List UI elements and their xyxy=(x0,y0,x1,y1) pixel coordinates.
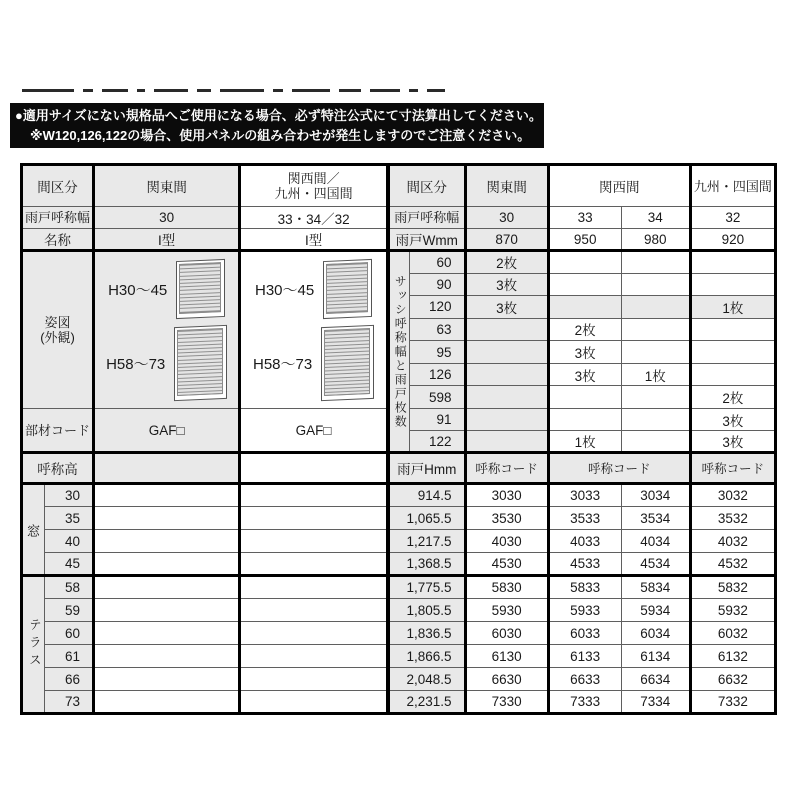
empty-cell-kansai xyxy=(240,553,388,576)
height-value-cell: 40 xyxy=(45,530,94,553)
height-value-cell: 30 xyxy=(45,484,94,507)
text-dash xyxy=(409,89,418,92)
code-cell-34: 4034 xyxy=(621,530,690,553)
panel-count-32 xyxy=(690,363,775,386)
code-cell-33: 5833 xyxy=(548,576,621,599)
empty-cell-kanto xyxy=(94,645,240,668)
sash-width-cell: 95 xyxy=(410,341,465,364)
notice-line-1: ●適用サイズにない規格品へご使用になる場合、必ず特注公式にて寸法算出してください。 xyxy=(15,107,542,123)
sash-width-cell: 63 xyxy=(410,318,465,341)
text-dash xyxy=(154,89,188,92)
cell-code-label-30: 呼称コード xyxy=(465,453,548,484)
code-cell-30: 4530 xyxy=(465,553,548,576)
code-cell-32: 4532 xyxy=(690,553,775,576)
code-cell-33: 4033 xyxy=(548,530,621,553)
code-cell-33: 3033 xyxy=(548,484,621,507)
panel-count-33: 3枚 xyxy=(548,341,621,364)
cell-wmm-32: 920 xyxy=(690,229,775,251)
panel-count-34 xyxy=(621,386,690,409)
panel-count-30 xyxy=(465,386,548,409)
empty-cell-kansai xyxy=(240,484,388,507)
empty-cell-kansai xyxy=(240,622,388,645)
empty-cell-kansai xyxy=(240,530,388,553)
cell-code-label-kansai: 呼称コード xyxy=(548,453,690,484)
panel-count-33: 2枚 xyxy=(548,318,621,341)
height-value-cell: 73 xyxy=(45,691,94,714)
height-row xyxy=(22,622,776,645)
figure-group xyxy=(95,256,238,404)
code-cell-33: 3533 xyxy=(548,507,621,530)
text-dash xyxy=(370,89,400,92)
height-row xyxy=(22,599,776,622)
hmm-value-cell: 2,231.5 xyxy=(388,691,465,714)
height-value-cell: 59 xyxy=(45,599,94,622)
cell-code-label-32: 呼称コード xyxy=(690,453,775,484)
panel-count-34 xyxy=(621,251,690,274)
cell-parts-code-kanto: GAF□ xyxy=(94,409,240,453)
panel-count-32: 2枚 xyxy=(690,386,775,409)
figure-cell-kansai xyxy=(240,251,388,409)
shutter-spec-table xyxy=(20,163,777,715)
panel-count-30 xyxy=(465,341,548,364)
empty-cell-kanto xyxy=(94,599,240,622)
hmm-value-cell: 1,836.5 xyxy=(388,622,465,645)
panel-count-33 xyxy=(548,296,621,319)
panel-count-30: 3枚 xyxy=(465,296,548,319)
louver-slats xyxy=(326,262,368,314)
cell-kyushu-header-right: 九州・四国間 xyxy=(690,165,775,207)
cell-wmm-34: 980 xyxy=(621,229,690,251)
panel-count-33: 1枚 xyxy=(548,431,621,453)
group-label-window: 窓 xyxy=(22,484,45,576)
cell-name-label: 名称 xyxy=(22,229,94,251)
cell-width-kanto-left: 30 xyxy=(94,207,240,229)
code-cell-34: 6034 xyxy=(621,622,690,645)
empty-cell-kanto xyxy=(94,453,240,484)
code-cell-30: 6030 xyxy=(465,622,548,645)
notice-banner xyxy=(10,103,544,148)
cell-width-32: 32 xyxy=(690,207,775,229)
panel-count-33 xyxy=(548,409,621,431)
cell-parts-code-label: 部材コード xyxy=(22,409,94,453)
panel-count-32: 3枚 xyxy=(690,431,775,453)
panel-count-34 xyxy=(621,296,690,319)
figure-row-small xyxy=(241,260,386,318)
kansai-header-line1: 関西間／ xyxy=(287,171,340,186)
figure-cell-kanto xyxy=(94,251,240,409)
text-dash xyxy=(137,89,145,92)
code-cell-33: 6133 xyxy=(548,645,621,668)
panel-count-32: 1枚 xyxy=(690,296,775,319)
empty-cell-kanto xyxy=(94,622,240,645)
sash-width-cell: 120 xyxy=(410,296,465,319)
sash-vertical-label-text: サッシ呼称幅と雨戸枚数 xyxy=(393,274,408,429)
panel-count-34: 1枚 xyxy=(621,363,690,386)
code-cell-30: 3030 xyxy=(465,484,548,507)
height-row xyxy=(22,576,776,599)
cell-hmm-label: 雨戸Hmm xyxy=(388,453,465,484)
panel-count-33: 3枚 xyxy=(548,363,621,386)
empty-cell-kanto xyxy=(94,691,240,714)
sash-width-cell: 122 xyxy=(410,431,465,453)
shutter-panel-icon xyxy=(176,259,225,319)
cell-figure-label xyxy=(22,251,94,409)
clipped-text-fragment xyxy=(22,86,482,92)
text-dash xyxy=(102,89,128,92)
panel-count-33 xyxy=(548,386,621,409)
figure-label-line2: (外観) xyxy=(40,330,75,345)
cell-kanto-header-right: 関東間 xyxy=(465,165,548,207)
code-cell-30: 7330 xyxy=(465,691,548,714)
cell-width-kansai-left: 33・34／32 xyxy=(240,207,388,229)
height-row xyxy=(22,530,776,553)
height-value-cell: 66 xyxy=(45,668,94,691)
nominal-height-header-row xyxy=(22,453,776,484)
cell-width-30: 30 xyxy=(465,207,548,229)
cell-sash-vertical-label xyxy=(388,251,410,453)
hmm-value-cell: 1,368.5 xyxy=(388,553,465,576)
code-cell-33: 6033 xyxy=(548,622,621,645)
cell-width-33: 33 xyxy=(548,207,621,229)
height-value-cell: 58 xyxy=(45,576,94,599)
panel-count-32 xyxy=(690,341,775,364)
hmm-value-cell: 1,805.5 xyxy=(388,599,465,622)
text-dash xyxy=(339,89,361,92)
cell-wmm-30: 870 xyxy=(465,229,548,251)
code-cell-30: 6630 xyxy=(465,668,548,691)
code-cell-32: 3532 xyxy=(690,507,775,530)
code-cell-34: 3534 xyxy=(621,507,690,530)
panel-count-33 xyxy=(548,273,621,296)
hmm-value-cell: 1,217.5 xyxy=(388,530,465,553)
empty-cell-kanto xyxy=(94,507,240,530)
text-dash xyxy=(273,89,283,92)
cell-width-34: 34 xyxy=(621,207,690,229)
height-row xyxy=(22,507,776,530)
figure-group xyxy=(241,256,386,404)
text-dash xyxy=(197,89,211,92)
panel-count-32 xyxy=(690,251,775,274)
figure-range-large: H58〜73 xyxy=(106,355,166,373)
cell-kansai-header-right: 関西間 xyxy=(548,165,690,207)
code-cell-34: 5934 xyxy=(621,599,690,622)
empty-cell-kansai xyxy=(240,691,388,714)
text-dash xyxy=(22,89,74,92)
kansai-header-line2: 九州・四国間 xyxy=(274,186,353,201)
code-cell-33: 4533 xyxy=(548,553,621,576)
code-cell-32: 3032 xyxy=(690,484,775,507)
sash-width-cell: 598 xyxy=(410,386,465,409)
text-dash xyxy=(427,89,445,92)
height-row xyxy=(22,691,776,714)
code-cell-33: 7333 xyxy=(548,691,621,714)
panel-count-34 xyxy=(621,273,690,296)
group-label-terrace xyxy=(22,576,45,714)
code-cell-32: 6032 xyxy=(690,622,775,645)
cell-wmm-33: 950 xyxy=(548,229,621,251)
code-cell-30: 6130 xyxy=(465,645,548,668)
sash-row xyxy=(22,251,776,274)
figure-range-small: H30〜45 xyxy=(255,281,315,299)
hmm-value-cell: 2,048.5 xyxy=(388,668,465,691)
hmm-value-cell: 1,065.5 xyxy=(388,507,465,530)
empty-cell-kansai xyxy=(240,599,388,622)
louver-slats xyxy=(179,262,221,314)
name-row xyxy=(22,229,776,251)
figure-range-large: H58〜73 xyxy=(253,355,313,373)
cell-category-label-left: 間区分 xyxy=(22,165,94,207)
empty-cell-kansai xyxy=(240,507,388,530)
figure-range-small: H30〜45 xyxy=(108,281,168,299)
cell-width-label-left: 雨戸呼称幅 xyxy=(22,207,94,229)
code-cell-34: 7334 xyxy=(621,691,690,714)
code-cell-32: 6632 xyxy=(690,668,775,691)
panel-count-33 xyxy=(548,251,621,274)
text-dash xyxy=(220,89,264,92)
code-cell-32: 7332 xyxy=(690,691,775,714)
cell-name-kanto: I型 xyxy=(94,229,240,251)
code-cell-32: 5932 xyxy=(690,599,775,622)
notice-line-2: ※W120,126,122の場合、使用パネルの組み合わせが発生しますのでご注意ください。 xyxy=(30,127,531,143)
panel-count-30 xyxy=(465,318,548,341)
shutter-panel-icon xyxy=(174,325,227,401)
height-value-cell: 45 xyxy=(45,553,94,576)
panel-count-34 xyxy=(621,318,690,341)
cell-kansai-header-left xyxy=(240,165,388,207)
code-cell-32: 6132 xyxy=(690,645,775,668)
sash-width-cell: 60 xyxy=(410,251,465,274)
code-cell-30: 5830 xyxy=(465,576,548,599)
text-dash xyxy=(292,89,330,92)
louver-slats xyxy=(177,328,223,396)
empty-cell-kanto xyxy=(94,530,240,553)
code-cell-30: 3530 xyxy=(465,507,548,530)
cell-wmm-label: 雨戸Wmm xyxy=(388,229,465,251)
cell-width-label-right: 雨戸呼称幅 xyxy=(388,207,465,229)
panel-count-30: 3枚 xyxy=(465,273,548,296)
code-cell-34: 5834 xyxy=(621,576,690,599)
figure-row-small xyxy=(95,260,238,318)
panel-count-32 xyxy=(690,318,775,341)
empty-cell-kanto xyxy=(94,576,240,599)
height-row xyxy=(22,553,776,576)
code-cell-30: 4030 xyxy=(465,530,548,553)
code-cell-33: 5933 xyxy=(548,599,621,622)
code-cell-30: 5930 xyxy=(465,599,548,622)
sash-width-cell: 126 xyxy=(410,363,465,386)
panel-count-32 xyxy=(690,273,775,296)
figure-label-line1: 姿図 xyxy=(44,315,71,330)
header-row xyxy=(22,165,776,207)
code-cell-32: 5832 xyxy=(690,576,775,599)
panel-count-30 xyxy=(465,363,548,386)
hmm-value-cell: 1,775.5 xyxy=(388,576,465,599)
shutter-panel-icon xyxy=(323,259,372,319)
empty-cell-kansai xyxy=(240,645,388,668)
empty-cell-kanto xyxy=(94,553,240,576)
height-value-cell: 35 xyxy=(45,507,94,530)
empty-cell-kansai xyxy=(240,453,388,484)
panel-count-30 xyxy=(465,409,548,431)
code-cell-34: 6134 xyxy=(621,645,690,668)
code-cell-34: 4534 xyxy=(621,553,690,576)
louver-slats xyxy=(324,328,370,396)
cell-category-label-right: 間区分 xyxy=(388,165,465,207)
code-cell-34: 3034 xyxy=(621,484,690,507)
cell-name-kansai: I型 xyxy=(240,229,388,251)
hmm-value-cell: 1,866.5 xyxy=(388,645,465,668)
panel-count-34 xyxy=(621,431,690,453)
height-row xyxy=(22,645,776,668)
shutter-panel-icon xyxy=(321,325,374,401)
figure-row-large xyxy=(241,326,386,400)
nominal-width-row xyxy=(22,207,776,229)
height-value-cell: 61 xyxy=(45,645,94,668)
sash-width-cell: 90 xyxy=(410,273,465,296)
cell-kanto-header-left: 関東間 xyxy=(94,165,240,207)
panel-count-34 xyxy=(621,341,690,364)
code-cell-34: 6634 xyxy=(621,668,690,691)
empty-cell-kanto xyxy=(94,484,240,507)
panel-count-30: 2枚 xyxy=(465,251,548,274)
text-dash xyxy=(83,89,93,92)
cell-parts-code-kansai: GAF□ xyxy=(240,409,388,453)
empty-cell-kansai xyxy=(240,576,388,599)
hmm-value-cell: 914.5 xyxy=(388,484,465,507)
cell-height-label: 呼称高 xyxy=(22,453,94,484)
panel-count-30 xyxy=(465,431,548,453)
figure-row-large xyxy=(95,326,238,400)
code-cell-33: 6633 xyxy=(548,668,621,691)
panel-count-34 xyxy=(621,409,690,431)
sash-width-cell: 91 xyxy=(410,409,465,431)
height-row xyxy=(22,484,776,507)
height-value-cell: 60 xyxy=(45,622,94,645)
panel-count-32: 3枚 xyxy=(690,409,775,431)
height-row xyxy=(22,668,776,691)
group-label-terrace-text: テラス xyxy=(27,618,42,671)
empty-cell-kanto xyxy=(94,668,240,691)
empty-cell-kansai xyxy=(240,668,388,691)
code-cell-32: 4032 xyxy=(690,530,775,553)
